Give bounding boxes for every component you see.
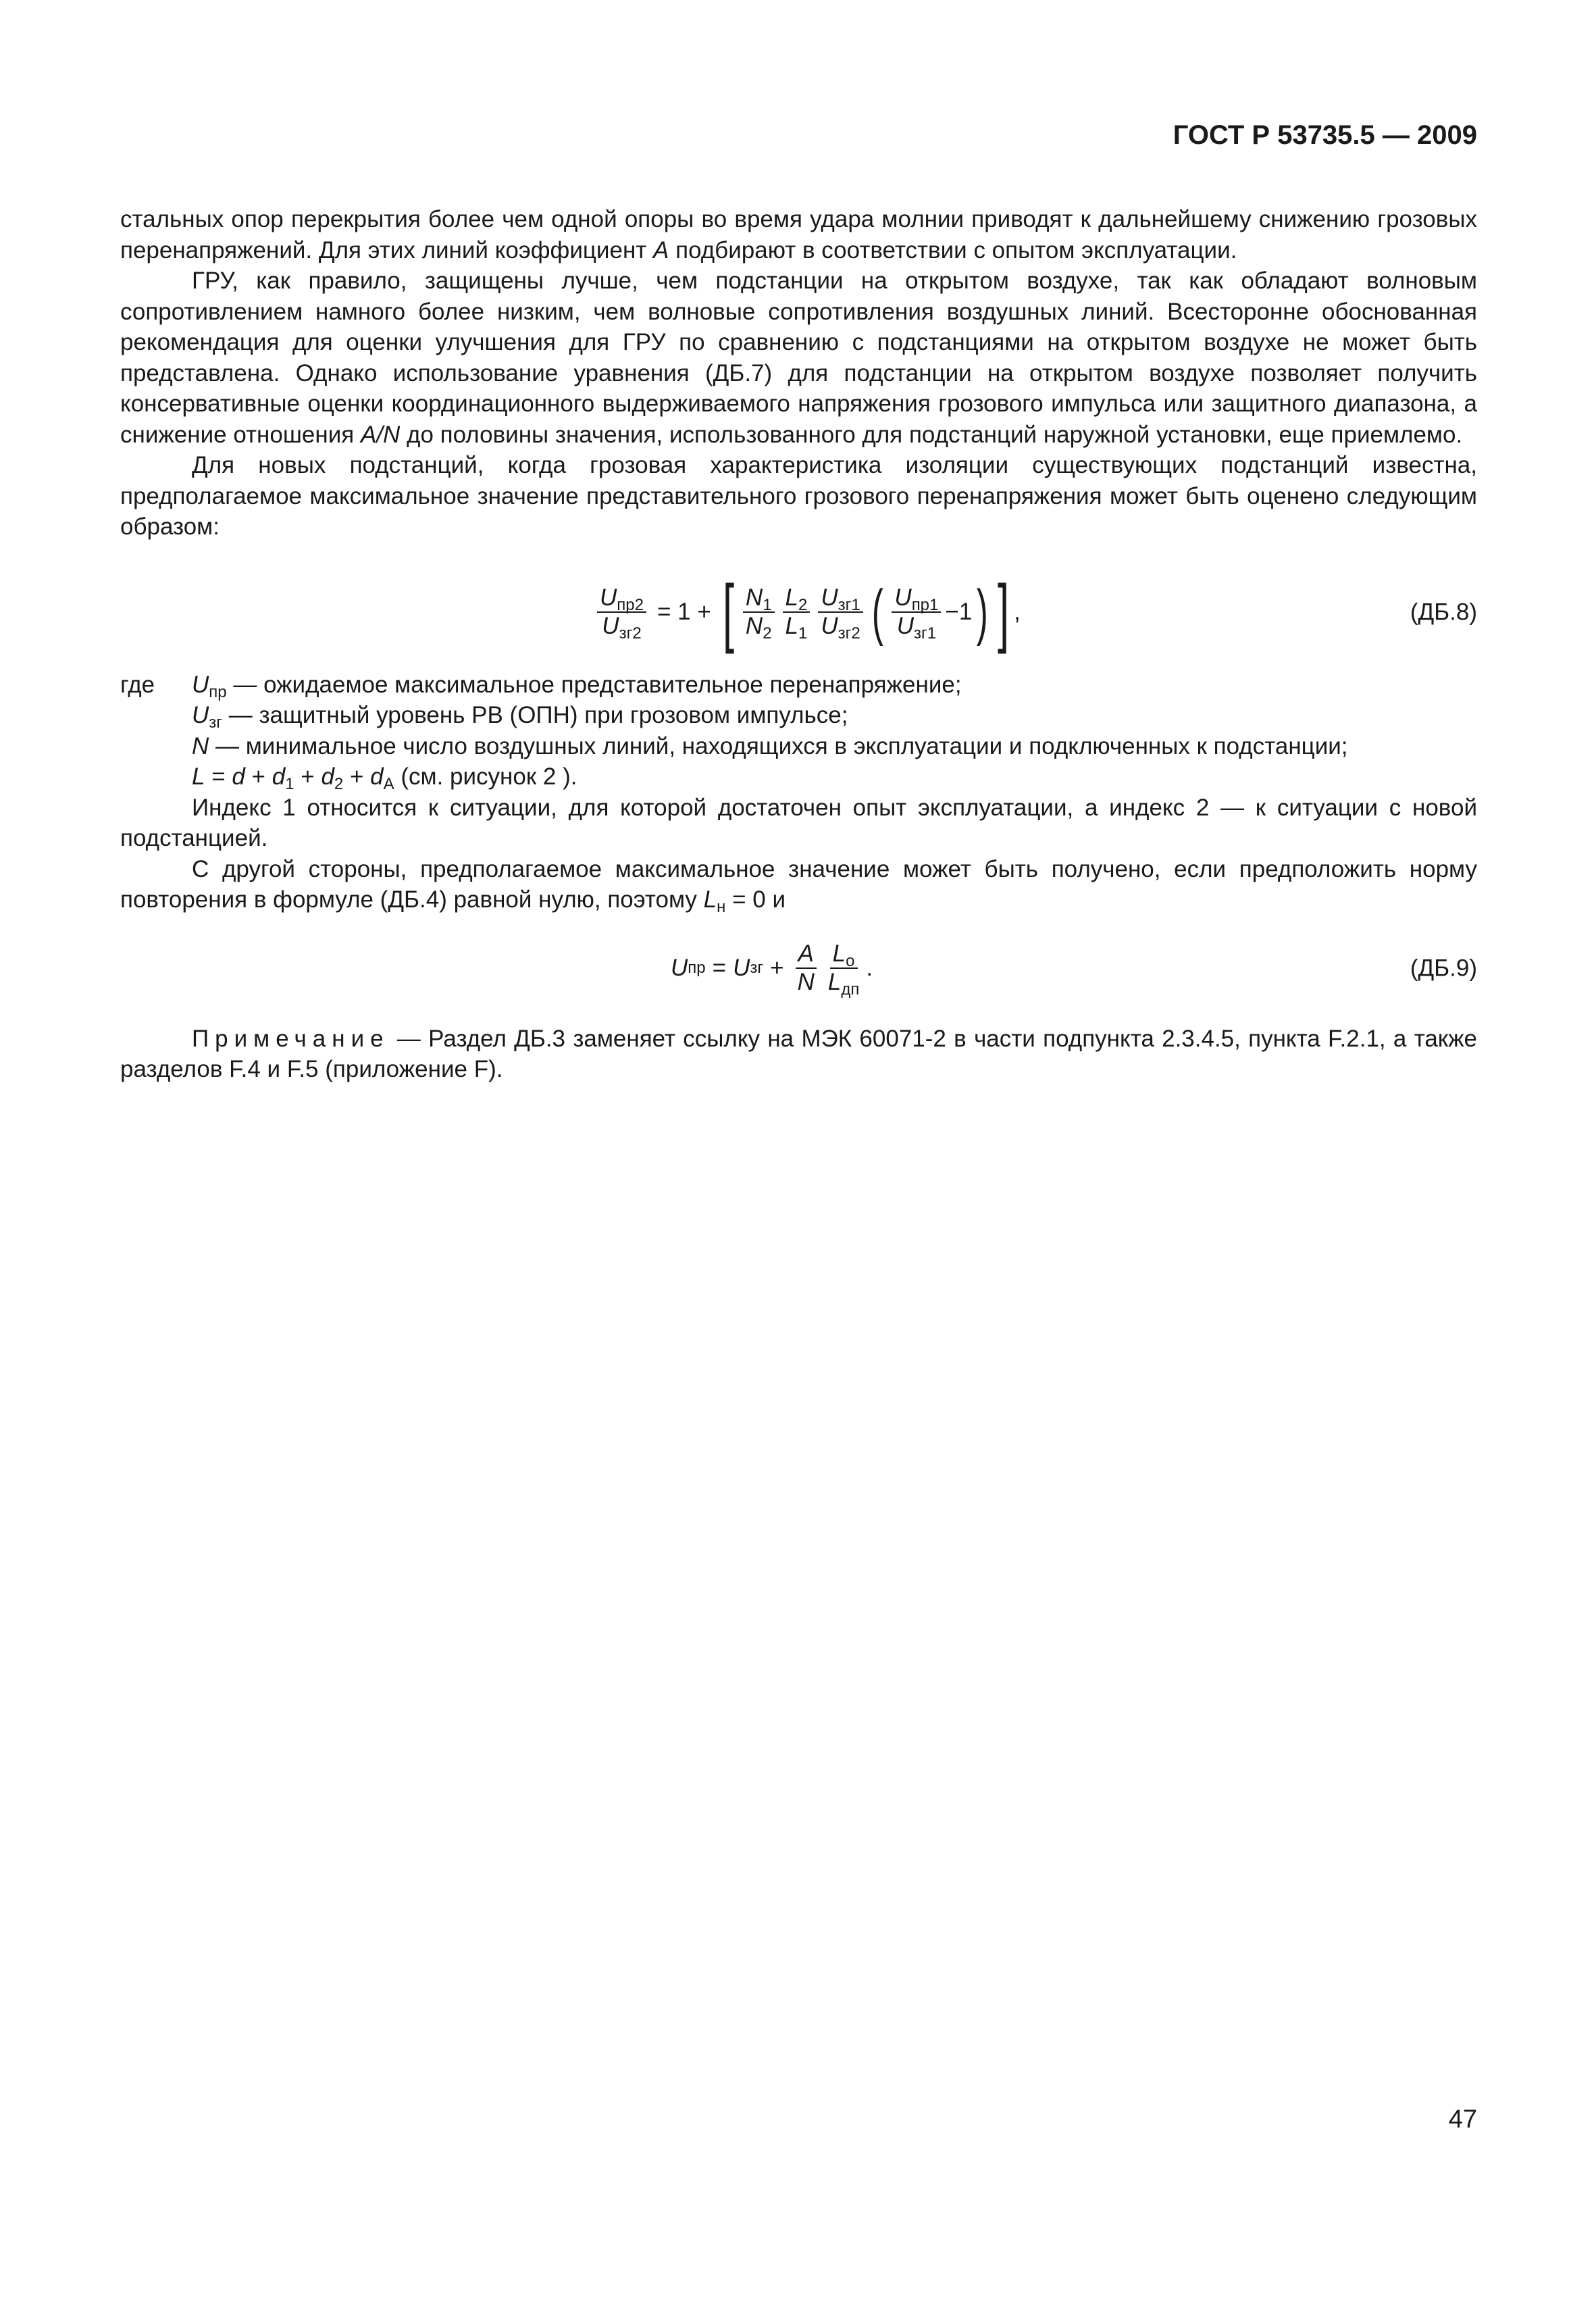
paragraph-3: Для новых подстанций, когда грозовая характеристика изоляции существующих подстанций известна, предполагаемое максимальное значение представительного грозового перенапряжения может быть оценено следующим образом:	[120, 452, 1477, 540]
formula-comma: ,	[1014, 598, 1021, 625]
text-run: С другой стороны, предполагаемое максимальное значение может быть получено, если предположить норму повторения в формуле (ДБ.4) равной нулю, поэтому	[120, 855, 1477, 913]
note-label: Примечание	[192, 1025, 390, 1052]
formula-number-db8: (ДБ.8)	[1410, 598, 1477, 625]
left-paren: (	[871, 577, 883, 647]
document-body	[120, 204, 1477, 1085]
subscript: н	[717, 898, 726, 916]
formula-number-db9: (ДБ.9)	[1410, 954, 1477, 981]
paragraph-1	[120, 204, 1477, 266]
formula-db9-expression: U пр = U зг + $\frac{A}{N}$ $\frac{L_о}{L_{дп}}$ .	[671, 940, 873, 999]
fraction-n: $\frac{N_1}{N_2}$	[743, 584, 775, 640]
definition-upr: $U_{пр}$ — ожидаемое максимальное представительное перенапряжение;	[192, 671, 962, 701]
formula-db9	[120, 928, 1477, 1009]
fraction-upr1: $\frac{U_{пр1}}{U_{зг1}}$	[892, 584, 941, 640]
right-paren: )	[977, 577, 989, 647]
definitions-list	[120, 670, 1477, 793]
fraction-a-n: $\frac{A}{N}$	[795, 940, 817, 996]
formula-db8-expression	[593, 561, 1021, 663]
note-paragraph	[120, 1024, 1477, 1085]
paragraph-4: Индекс 1 относится к ситуации, для которой достаточен опыт эксплуатации, а индекс 2 — к ситуации с новой подстанцией.	[120, 794, 1477, 851]
page-number: 47	[1448, 2105, 1477, 2134]
variable: A	[653, 236, 669, 263]
standard-header: ГОСТ Р 53735.5 — 2009	[1173, 120, 1477, 150]
equals-sign: =	[712, 954, 727, 981]
paragraph-2	[120, 266, 1477, 450]
definition-n: N — минимальное число воздушных линий, находящихся в эксплуатации и подключенных к подстанции;	[192, 732, 1348, 759]
equals-one-plus: = 1 +	[657, 598, 711, 625]
fraction-u-ratio: $\frac{U_{пр2}}{U_{зг2}}$	[597, 584, 646, 640]
text-run: ГРУ, как правило, защищены лучше, чем подстанции на открытом воздухе, так как обладают волновым сопротивлением намного более низким, чем волновые сопротивления воздушных линий. Всесторонне обоснованная рекомендация для оценки улучшения для ГРУ по сравнению с подстанциями на открытом воздухе не может быть представлена. Однако использование уравнения (ДБ.7) для подстанции на открытом воздухе позволяет получить консервативные оценки координационного выдерживаемого напряжения грозового импульса или защитного диапазона, а снижение отношения	[120, 268, 1477, 448]
definition-uzg: $U_{зг}$ — защитный уровень РВ (ОПН) при грозовом импульсе;	[192, 702, 848, 732]
fraction-lo-ldp: $\frac{L_о}{L_{дп}}$	[827, 940, 860, 999]
text-run: подбирают в соответствии с опытом эксплуатации.	[669, 236, 1237, 263]
definition-l: $L = d + d_1 + d_2 + d_A$ (см. рисунок 2 ).	[192, 763, 577, 793]
where-label: где	[120, 671, 155, 698]
right-bracket: ]	[997, 569, 1010, 654]
text-run: до половины значения, использованного для подстанций наружной установки, еще приемлемо.	[400, 421, 1463, 448]
text-run: = 0 и	[725, 886, 786, 913]
fraction-l: $\frac{L_2}{L_1}$	[783, 584, 810, 640]
variable: A/N	[360, 421, 401, 448]
paragraph-5	[120, 854, 1477, 915]
text-run: стальных опор перекрытия более чем одной опоры во время удара молнии приводят к дальнейшему снижению грозовых перенапряжений. Для этих линий коэффициент	[120, 206, 1477, 263]
plus-sign: +	[770, 954, 784, 981]
fraction-uzg: $\frac{U_{зг1}}{U_{зг2}}$	[818, 584, 863, 640]
formula-period: .	[866, 954, 873, 981]
variable: L	[703, 886, 717, 913]
minus-one: −1	[945, 598, 973, 625]
formula-db8	[120, 561, 1477, 663]
left-bracket: [	[722, 569, 734, 654]
note-text: — Раздел ДБ.3 заменяет ссылку на МЭК 60071-2 в части подпункта 2.3.4.5, пункта F.2.1, а также разделов F.4 и F.5 (приложение F).	[120, 1025, 1477, 1082]
